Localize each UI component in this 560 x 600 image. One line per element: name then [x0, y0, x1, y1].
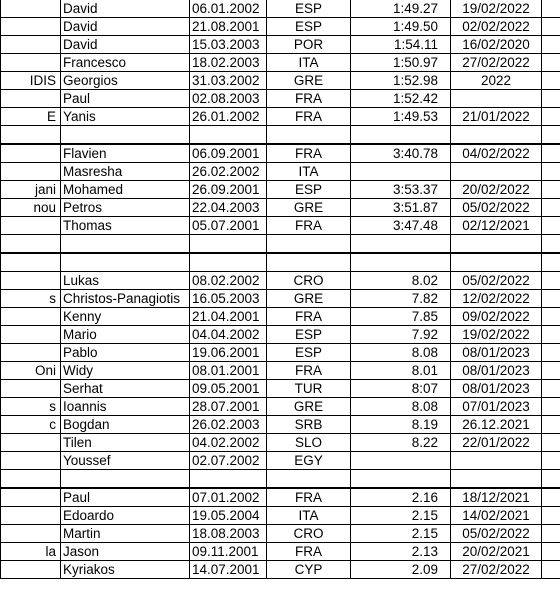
first-name-cell: David	[61, 36, 190, 54]
surname-cell	[1, 217, 61, 235]
first-name-cell: Martin	[61, 525, 190, 543]
result-date-cell: 26.12.2021	[451, 416, 542, 434]
trailing-cell	[542, 163, 560, 181]
spacer-row	[1, 253, 560, 272]
birth-date-cell	[190, 470, 267, 489]
first-name-cell: Edoardo	[61, 507, 190, 525]
country-cell	[267, 470, 351, 489]
surname-cell	[1, 90, 61, 108]
country-cell: FRA	[267, 108, 351, 126]
first-name-cell: Paul	[61, 488, 190, 507]
birth-date-cell: 07.01.2002	[190, 488, 267, 507]
performance-cell: 8.22	[351, 434, 451, 452]
result-date-cell: 14/02/2021	[451, 507, 542, 525]
performance-cell: 3:40.78	[351, 144, 451, 163]
trailing-cell	[542, 181, 560, 199]
surname-cell	[1, 507, 61, 525]
performance-cell: 7.92	[351, 326, 451, 344]
athlete-row	[1, 488, 560, 507]
country-cell: FRA	[267, 90, 351, 108]
result-date-cell: 08/01/2023	[451, 344, 542, 362]
performance-cell: 2.15	[351, 507, 451, 525]
athlete-row	[1, 163, 560, 181]
birth-date-cell: 18.02.2003	[190, 54, 267, 72]
country-cell	[267, 235, 351, 254]
athlete-row	[1, 54, 560, 72]
result-date-cell: 27/02/2022	[451, 54, 542, 72]
first-name-cell: Mohamed	[61, 181, 190, 199]
country-cell	[267, 126, 351, 145]
performance-cell	[351, 470, 451, 489]
first-name-cell: David	[61, 0, 190, 18]
performance-cell: 1:49.50	[351, 18, 451, 36]
surname-cell: c	[1, 416, 61, 434]
country-cell: ITA	[267, 163, 351, 181]
surname-cell: jani	[1, 181, 61, 199]
trailing-cell	[542, 235, 560, 254]
result-date-cell: 19/02/2022	[451, 0, 542, 18]
surname-cell: Oni	[1, 362, 61, 380]
athlete-row	[1, 543, 560, 561]
athlete-row	[1, 36, 560, 54]
surname-cell	[1, 54, 61, 72]
athlete-row	[1, 452, 560, 470]
performance-cell: 8.19	[351, 416, 451, 434]
birth-date-cell: 16.05.2003	[190, 290, 267, 308]
performance-cell: 1:52.42	[351, 90, 451, 108]
first-name-cell: Lukas	[61, 272, 190, 290]
athlete-row	[1, 362, 560, 380]
result-date-cell: 05/02/2022	[451, 525, 542, 543]
athlete-row	[1, 181, 560, 199]
trailing-cell	[542, 507, 560, 525]
result-date-cell: 12/02/2022	[451, 290, 542, 308]
result-date-cell: 19/02/2022	[451, 326, 542, 344]
performance-cell: 8.02	[351, 272, 451, 290]
surname-cell: s	[1, 290, 61, 308]
country-cell: ESP	[267, 18, 351, 36]
first-name-cell: Masresha	[61, 163, 190, 181]
result-date-cell: 20/02/2022	[451, 181, 542, 199]
first-name-cell: Pablo	[61, 344, 190, 362]
performance-cell: 8.01	[351, 362, 451, 380]
country-cell: ITA	[267, 54, 351, 72]
surname-cell	[1, 272, 61, 290]
birth-date-cell: 09.05.2001	[190, 380, 267, 398]
trailing-cell	[542, 144, 560, 163]
surname-cell	[1, 380, 61, 398]
performance-cell: 2.09	[351, 561, 451, 579]
country-cell: CRO	[267, 272, 351, 290]
surname-cell: la	[1, 543, 61, 561]
birth-date-cell: 21.08.2001	[190, 18, 267, 36]
surname-cell: IDIS	[1, 72, 61, 90]
first-name-cell: Kenny	[61, 308, 190, 326]
performance-cell	[351, 126, 451, 145]
first-name-cell: Thomas	[61, 217, 190, 235]
birth-date-cell: 26.09.2001	[190, 181, 267, 199]
performance-cell: 2.16	[351, 488, 451, 507]
first-name-cell: David	[61, 18, 190, 36]
country-cell: ESP	[267, 181, 351, 199]
country-cell: SLO	[267, 434, 351, 452]
performance-cell	[351, 235, 451, 254]
birth-date-cell: 15.03.2003	[190, 36, 267, 54]
trailing-cell	[542, 488, 560, 507]
first-name-cell: Francesco	[61, 54, 190, 72]
trailing-cell	[542, 72, 560, 90]
trailing-cell	[542, 416, 560, 434]
surname-cell	[1, 452, 61, 470]
performance-cell: 1:52.98	[351, 72, 451, 90]
trailing-cell	[542, 199, 560, 217]
athlete-row	[1, 18, 560, 36]
surname-cell: E	[1, 108, 61, 126]
result-date-cell	[451, 163, 542, 181]
trailing-cell	[542, 344, 560, 362]
first-name-cell: Yanis	[61, 108, 190, 126]
trailing-cell	[542, 217, 560, 235]
country-cell: ESP	[267, 0, 351, 18]
athlete-row	[1, 290, 560, 308]
country-cell: FRA	[267, 362, 351, 380]
performance-cell: 1:50.97	[351, 54, 451, 72]
birth-date-cell: 06.01.2002	[190, 0, 267, 18]
athlete-row	[1, 72, 560, 90]
first-name-cell: Ioannis	[61, 398, 190, 416]
trailing-cell	[542, 452, 560, 470]
trailing-cell	[542, 0, 560, 18]
result-date-cell: 2022	[451, 72, 542, 90]
trailing-cell	[542, 253, 560, 272]
result-date-cell: 27/02/2022	[451, 561, 542, 579]
performance-cell: 1:49.53	[351, 108, 451, 126]
surname-cell	[1, 36, 61, 54]
first-name-cell: Serhat	[61, 380, 190, 398]
surname-cell	[1, 144, 61, 163]
result-date-cell	[451, 90, 542, 108]
trailing-cell	[542, 290, 560, 308]
surname-cell	[1, 525, 61, 543]
trailing-cell	[542, 362, 560, 380]
birth-date-cell: 22.04.2003	[190, 199, 267, 217]
birth-date-cell: 14.07.2001	[190, 561, 267, 579]
surname-cell: nou	[1, 199, 61, 217]
athlete-row	[1, 398, 560, 416]
performance-cell: 7.82	[351, 290, 451, 308]
birth-date-cell: 26.02.2002	[190, 163, 267, 181]
trailing-cell	[542, 543, 560, 561]
athlete-row	[1, 326, 560, 344]
birth-date-cell	[190, 126, 267, 145]
surname-cell	[1, 163, 61, 181]
athlete-row	[1, 308, 560, 326]
performance-cell: 2.13	[351, 543, 451, 561]
result-date-cell: 08/01/2023	[451, 380, 542, 398]
trailing-cell	[542, 434, 560, 452]
performance-cell: 8.08	[351, 344, 451, 362]
first-name-cell: Jason	[61, 543, 190, 561]
surname-cell	[1, 253, 61, 272]
country-cell: TUR	[267, 380, 351, 398]
performance-cell: 3:53.37	[351, 181, 451, 199]
result-date-cell: 02/12/2021	[451, 217, 542, 235]
performance-cell	[351, 163, 451, 181]
birth-date-cell: 26.01.2002	[190, 108, 267, 126]
result-date-cell: 09/02/2022	[451, 308, 542, 326]
country-cell: FRA	[267, 144, 351, 163]
spacer-row	[1, 470, 560, 489]
birth-date-cell: 02.07.2002	[190, 452, 267, 470]
first-name-cell	[61, 126, 190, 145]
surname-cell	[1, 561, 61, 579]
country-cell: SRB	[267, 416, 351, 434]
athlete-row	[1, 561, 560, 579]
performance-cell: 8:07	[351, 380, 451, 398]
surname-cell	[1, 235, 61, 254]
trailing-cell	[542, 90, 560, 108]
country-cell: FRA	[267, 217, 351, 235]
country-cell: FRA	[267, 488, 351, 507]
athlete-row	[1, 380, 560, 398]
trailing-cell	[542, 398, 560, 416]
birth-date-cell: 08.01.2001	[190, 362, 267, 380]
birth-date-cell	[190, 253, 267, 272]
first-name-cell: Georgios	[61, 72, 190, 90]
athlete-row	[1, 434, 560, 452]
result-date-cell: 22/01/2022	[451, 434, 542, 452]
athlete-row	[1, 217, 560, 235]
birth-date-cell: 19.05.2004	[190, 507, 267, 525]
birth-date-cell: 21.04.2001	[190, 308, 267, 326]
result-date-cell	[451, 253, 542, 272]
country-cell: ITA	[267, 507, 351, 525]
athlete-row	[1, 108, 560, 126]
result-date-cell: 21/01/2022	[451, 108, 542, 126]
surname-cell	[1, 344, 61, 362]
result-date-cell: 05/02/2022	[451, 272, 542, 290]
trailing-cell	[542, 54, 560, 72]
surname-cell	[1, 308, 61, 326]
first-name-cell: Mario	[61, 326, 190, 344]
birth-date-cell: 09.11.2001	[190, 543, 267, 561]
spacer-row	[1, 235, 560, 254]
trailing-cell	[542, 126, 560, 145]
surname-cell	[1, 488, 61, 507]
athlete-row	[1, 90, 560, 108]
athlete-row	[1, 525, 560, 543]
result-date-cell: 20/02/2021	[451, 543, 542, 561]
result-date-cell: 18/12/2021	[451, 488, 542, 507]
result-date-cell	[451, 470, 542, 489]
country-cell: FRA	[267, 308, 351, 326]
country-cell: GRE	[267, 199, 351, 217]
performance-cell	[351, 452, 451, 470]
birth-date-cell: 18.08.2003	[190, 525, 267, 543]
country-cell: POR	[267, 36, 351, 54]
performance-cell: 3:51.87	[351, 199, 451, 217]
trailing-cell	[542, 108, 560, 126]
trailing-cell	[542, 272, 560, 290]
country-cell: ESP	[267, 326, 351, 344]
performance-cell: 8.08	[351, 398, 451, 416]
trailing-cell	[542, 326, 560, 344]
trailing-cell	[542, 380, 560, 398]
result-date-cell: 02/02/2022	[451, 18, 542, 36]
first-name-cell: Youssef	[61, 452, 190, 470]
birth-date-cell: 04.04.2002	[190, 326, 267, 344]
surname-cell	[1, 126, 61, 145]
birth-date-cell: 05.07.2001	[190, 217, 267, 235]
birth-date-cell	[190, 235, 267, 254]
country-cell: GRE	[267, 72, 351, 90]
result-date-cell: 07/01/2023	[451, 398, 542, 416]
first-name-cell: Christos-Panagiotis	[61, 290, 190, 308]
first-name-cell	[61, 470, 190, 489]
athlete-row	[1, 199, 560, 217]
performance-cell: 1:54.11	[351, 36, 451, 54]
surname-cell: s	[1, 398, 61, 416]
result-date-cell: 16/02/2020	[451, 36, 542, 54]
result-date-cell: 04/02/2022	[451, 144, 542, 163]
first-name-cell: Bogdan	[61, 416, 190, 434]
performance-cell: 3:47.48	[351, 217, 451, 235]
performance-cell: 7.85	[351, 308, 451, 326]
trailing-cell	[542, 561, 560, 579]
first-name-cell: Widy	[61, 362, 190, 380]
trailing-cell	[542, 36, 560, 54]
country-cell: ESP	[267, 344, 351, 362]
result-date-cell	[451, 452, 542, 470]
surname-cell	[1, 18, 61, 36]
result-date-cell: 05/02/2022	[451, 199, 542, 217]
result-date-cell	[451, 126, 542, 145]
athlete-row	[1, 344, 560, 362]
surname-cell	[1, 434, 61, 452]
athlete-row	[1, 0, 560, 18]
athlete-table-body	[1, 0, 560, 579]
first-name-cell	[61, 253, 190, 272]
spacer-row	[1, 126, 560, 145]
trailing-cell	[542, 18, 560, 36]
first-name-cell: Paul	[61, 90, 190, 108]
birth-date-cell: 31.03.2002	[190, 72, 267, 90]
first-name-cell: Tilen	[61, 434, 190, 452]
result-date-cell: 08/01/2023	[451, 362, 542, 380]
trailing-cell	[542, 470, 560, 489]
trailing-cell	[542, 308, 560, 326]
country-cell: CRO	[267, 525, 351, 543]
athlete-row	[1, 272, 560, 290]
first-name-cell: Flavien	[61, 144, 190, 163]
birth-date-cell: 28.07.2001	[190, 398, 267, 416]
country-cell: FRA	[267, 543, 351, 561]
first-name-cell: Kyriakos	[61, 561, 190, 579]
first-name-cell	[61, 235, 190, 254]
birth-date-cell: 04.02.2002	[190, 434, 267, 452]
surname-cell	[1, 470, 61, 489]
result-date-cell	[451, 235, 542, 254]
athlete-row	[1, 144, 560, 163]
athlete-row	[1, 416, 560, 434]
performance-cell: 1:49.27	[351, 0, 451, 18]
performance-cell	[351, 253, 451, 272]
birth-date-cell: 26.02.2003	[190, 416, 267, 434]
birth-date-cell: 08.02.2002	[190, 272, 267, 290]
country-cell: EGY	[267, 452, 351, 470]
surname-cell	[1, 0, 61, 18]
athlete-row	[1, 507, 560, 525]
performance-cell: 2.15	[351, 525, 451, 543]
birth-date-cell: 19.06.2001	[190, 344, 267, 362]
country-cell: GRE	[267, 398, 351, 416]
trailing-cell	[542, 525, 560, 543]
country-cell	[267, 253, 351, 272]
first-name-cell: Petros	[61, 199, 190, 217]
surname-cell	[1, 326, 61, 344]
birth-date-cell: 06.09.2001	[190, 144, 267, 163]
country-cell: CYP	[267, 561, 351, 579]
birth-date-cell: 02.08.2003	[190, 90, 267, 108]
country-cell: GRE	[267, 290, 351, 308]
